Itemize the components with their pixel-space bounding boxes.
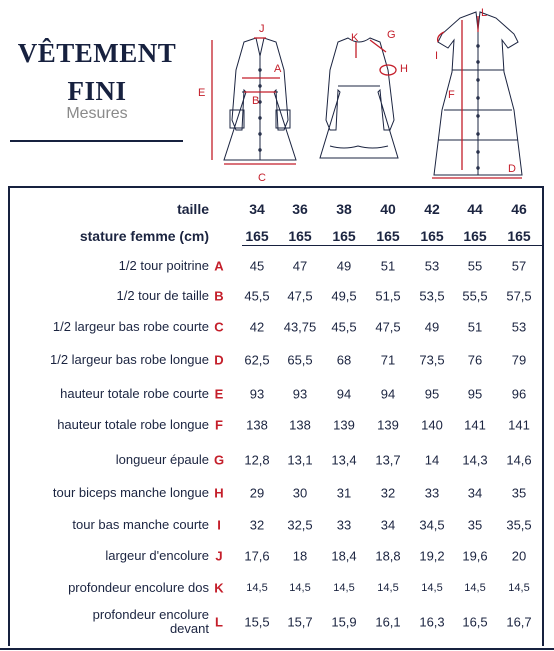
value-cell: 32,5 [287,517,313,533]
measure-label: tour biceps manche longue [52,485,209,500]
measure-label: 1/2 largeur bas robe longue [49,352,209,367]
measure-code: A [214,258,224,274]
value-cell: 140 [421,417,443,433]
garment-illustrations [198,0,554,186]
value-cell: 42 [249,319,265,335]
value-cell: 33 [424,485,440,501]
value-cell: 94 [380,386,396,402]
value-cell: 51 [467,319,483,335]
header [0,0,554,186]
value-cell: 65,5 [287,352,313,368]
title-line-2: FINI [67,76,127,106]
size-cell: 40 [380,201,396,217]
table-row [10,251,542,281]
figure-label-f: F [448,89,455,101]
value-cell: 55 [467,258,483,274]
value-cell: 34,5 [419,517,445,533]
value-cell: 93 [292,386,308,402]
value-cell: 53 [424,258,440,274]
value-cell: 18 [292,548,308,564]
table-row [10,312,542,342]
value-cell: 51,5 [375,288,401,304]
value-cell: 55,5 [462,288,488,304]
value-cell: 57 [511,258,527,274]
table-row [10,281,542,311]
value-cell: 18,8 [375,548,401,564]
measure-code: G [213,452,225,468]
measure-label: hauteur totale robe courte [60,386,209,401]
value-cell: 57,5 [506,288,532,304]
measure-label: profondeur encolure dos [68,580,209,595]
value-cell: 71 [380,352,396,368]
value-cell: 15,9 [331,614,357,630]
value-cell: 45,5 [244,288,270,304]
value-cell: 49,5 [331,288,357,304]
value-cell: 19,6 [462,548,488,564]
value-cell: 33 [336,517,352,533]
stature-cell: 165 [245,228,269,244]
value-cell: 20 [511,548,527,564]
size-cell: 44 [467,201,483,217]
value-cell: 95 [467,386,483,402]
title-underline [10,140,183,142]
measure-code: K [214,580,224,596]
measure-label-line-2: devant [169,621,209,636]
value-cell: 139 [377,417,399,433]
value-cell: 14,6 [506,452,532,468]
value-cell: 18,4 [331,548,357,564]
figure-label-i: I [435,50,439,62]
table-row [10,573,542,603]
value-cell: 14,5 [289,582,311,594]
table-row [10,379,542,409]
measure-label: 1/2 tour poitrine [118,258,209,273]
figure-label-b: B [252,95,260,107]
value-cell: 30 [292,485,308,501]
measure-label: largeur d'encolure [105,548,209,563]
value-cell: 14 [424,452,440,468]
value-cell: 49 [424,319,440,335]
value-cell: 138 [289,417,311,433]
value-cell: 13,4 [331,452,357,468]
value-cell: 14,5 [464,582,486,594]
value-cell: 16,3 [419,614,445,630]
figure-label-j: J [259,23,265,35]
value-cell: 94 [336,386,352,402]
value-cell: 141 [464,417,486,433]
measure-code: E [214,386,224,402]
value-cell: 45,5 [331,319,357,335]
stature-cell: 165 [420,228,444,244]
bottom-border [0,648,554,650]
value-cell: 31 [336,485,352,501]
value-cell: 96 [511,386,527,402]
value-cell: 73,5 [419,352,445,368]
value-cell: 35 [511,485,527,501]
value-cell: 32 [249,517,265,533]
value-cell: 141 [508,417,530,433]
figure-label-c: C [258,172,266,184]
value-cell: 139 [333,417,355,433]
measure-label: 1/2 tour de taille [116,288,209,303]
figure-label-h: H [400,63,408,75]
value-cell: 53 [511,319,527,335]
figure-label-e: E [198,87,206,99]
measure-code: J [215,548,223,564]
value-cell: 34 [380,517,396,533]
figure-label-g: G [387,29,396,41]
value-cell: 19,2 [419,548,445,564]
value-cell: 51 [380,258,396,274]
stature-cell: 165 [507,228,531,244]
figure-label-d: D [508,163,516,175]
table-row [10,541,542,571]
value-cell: 29 [249,485,265,501]
measure-label: longueur épaule [115,452,209,467]
measure-label: hauteur totale robe longue [57,417,209,432]
measure-label: 1/2 largeur bas robe courte [52,319,209,334]
table-row [10,607,542,637]
measure-code: H [214,485,224,501]
value-cell: 15,7 [287,614,313,630]
table-row [10,445,542,475]
table-row [10,510,542,540]
value-cell: 14,5 [246,582,268,594]
measure-label [93,608,209,636]
value-cell: 68 [336,352,352,368]
stature-cell: 165 [332,228,356,244]
front-dress-drawing [224,38,296,160]
size-header-row [10,194,542,224]
stature-header-row [10,221,542,251]
measurements-table [8,186,544,646]
measure-code: C [214,319,224,335]
back-dress-drawing [320,38,398,158]
value-cell: 35,5 [506,517,532,533]
size-cell: 42 [424,201,440,217]
size-cell: 46 [511,201,527,217]
stature-cell: 165 [376,228,400,244]
value-cell: 14,5 [508,582,530,594]
table-row [10,345,542,375]
value-cell: 16,1 [375,614,401,630]
measure-label: tour bas manche courte [72,517,209,532]
value-cell: 16,5 [462,614,488,630]
table-row [10,478,542,508]
value-cell: 93 [249,386,265,402]
value-cell: 14,5 [421,582,443,594]
value-cell: 15,5 [244,614,270,630]
value-cell: 62,5 [244,352,270,368]
subtitle: Mesures [66,105,128,122]
measure-code: I [217,517,221,533]
measure-code: B [214,288,224,304]
value-cell: 45 [249,258,265,274]
figure-label-l: L [481,7,488,19]
value-cell: 16,7 [506,614,532,630]
figure-label-a: A [274,63,282,75]
stature-cell: 165 [288,228,312,244]
value-cell: 13,7 [375,452,401,468]
size-cell: 38 [336,201,352,217]
stature-label: stature femme (cm) [79,228,209,244]
measure-code: D [214,352,224,368]
value-cell: 35 [467,517,483,533]
size-label: taille [177,201,209,217]
value-cell: 49 [336,258,352,274]
value-cell: 34 [467,485,483,501]
value-cell: 53,5 [419,288,445,304]
value-cell: 14,3 [462,452,488,468]
value-cell: 32 [380,485,396,501]
value-cell: 43,75 [283,319,317,335]
value-cell: 17,6 [244,548,270,564]
stature-cell: 165 [463,228,487,244]
value-cell: 47,5 [375,319,401,335]
measure-code: L [215,614,223,630]
value-cell: 47,5 [287,288,313,304]
value-cell: 12,8 [244,452,270,468]
value-cell: 47 [292,258,308,274]
title-line-1: VÊTEMENT [17,38,177,68]
header-divider [242,245,542,246]
figure-label-k: K [351,32,359,44]
value-cell: 76 [467,352,483,368]
size-cell: 36 [292,201,308,217]
value-cell: 79 [511,352,527,368]
value-cell: 14,5 [333,582,355,594]
value-cell: 13,1 [287,452,313,468]
value-cell: 138 [246,417,268,433]
table-row [10,410,542,440]
measure-code: F [215,417,223,433]
size-cell: 34 [249,201,265,217]
value-cell: 95 [424,386,440,402]
measure-label-line-1: profondeur encolure [92,607,209,622]
value-cell: 14,5 [377,582,399,594]
